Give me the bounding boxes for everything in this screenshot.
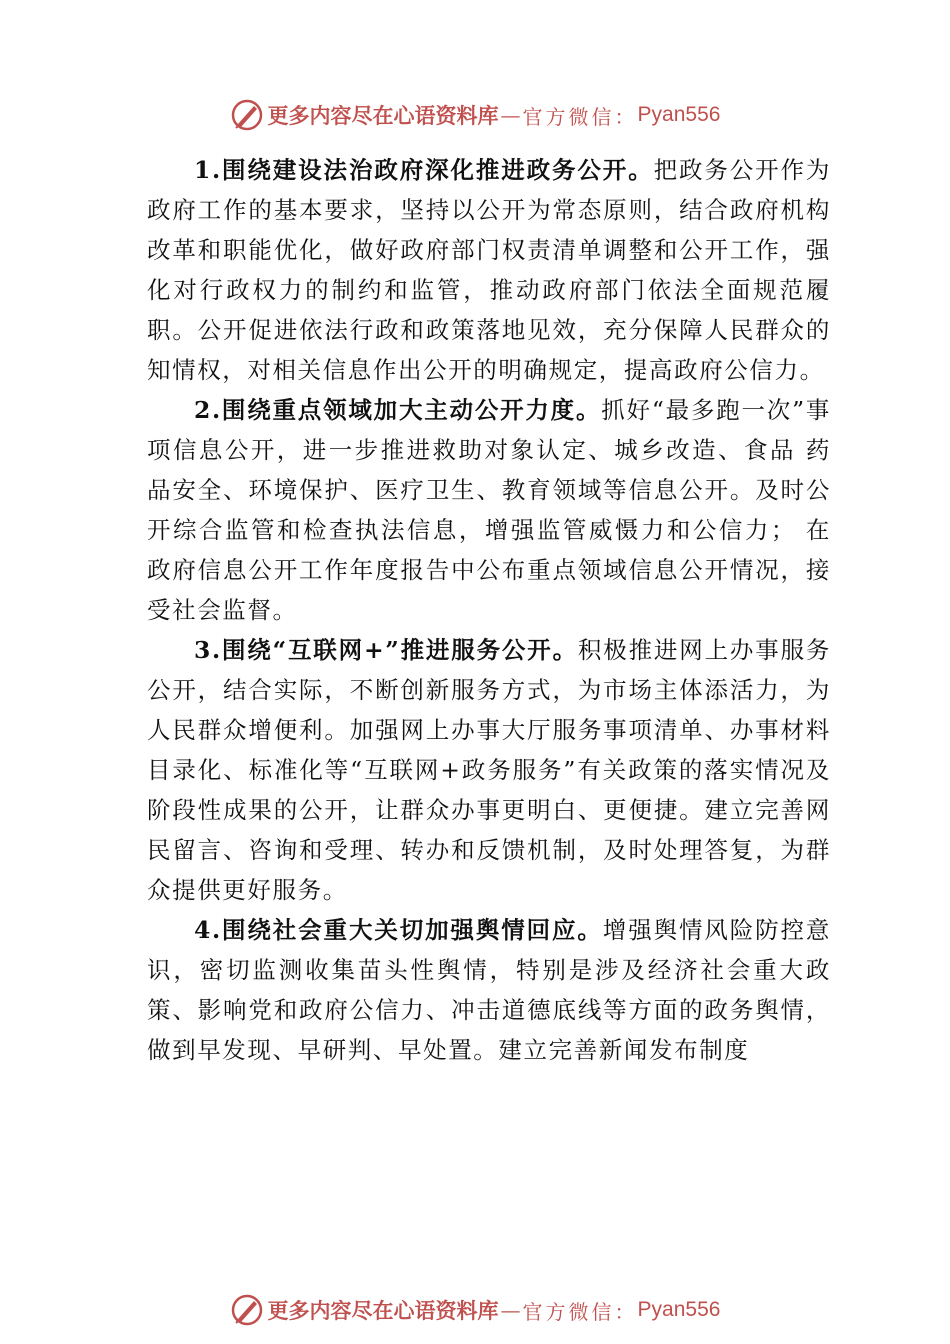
paragraph-3-text: 积极推进网上办事服务公开，结合实际，不断创新服务方式，为市场主体添活力，为人民群众增便利。加强网上办事大厅服务事项清单、办事材料目录化、标准化等“互联网+政务服务”有关政策的落实情况及阶段性成果的公开，让群众办事更明白、更便捷。建立完善网民留言、咨询和受理、转办和反馈机制，及时处理答复，为群众提供更好服务。 [147,636,831,904]
paragraph-1 [147,150,831,390]
paragraph-2 [147,390,831,630]
pen-seal-logo-icon [230,98,264,132]
paragraph-3-heading: 3.围绕“互联网+”推进服务公开。 [194,636,578,664]
pen-seal-logo-icon [230,1293,264,1327]
banner-official-label: 官方微信： [522,104,638,129]
paragraph-3 [147,630,831,910]
banner-text: 更多内容尽在心语资料库 [267,103,499,128]
header-watermark-banner [0,95,950,135]
paragraph-2-heading: 2.围绕重点领域加大主动公开力度。 [194,396,602,424]
paragraph-4-text: 增强舆情风险防控意识，密切监测收集苗头性舆情，特别是涉及经济社会重大政策、影响党和政府公信力、冲击道德底线等方面的政务舆情，做到早发现、早研判、早处置。建立完善新闻发布制度 [147,916,831,1064]
banner-wechat-id: Pyan556 [637,1298,721,1321]
banner-dash: — [500,1298,521,1322]
banner-dash: — [500,103,521,127]
paragraph-4-heading: 4.围绕社会重大关切加强舆情回应。 [194,916,603,944]
paragraph-4 [147,910,831,1070]
banner-text: 更多内容尽在心语资料库 [267,1298,499,1323]
document-body [147,150,831,1070]
banner-official-label: 官方微信： [522,1299,638,1324]
footer-watermark-banner [0,1290,950,1330]
paragraph-1-heading: 1.围绕建设法治政府深化推进政务公开。 [194,156,654,184]
paragraph-2-text: 抓好“最多跑一次”事项信息公开，进一步推进救助对象认定、城乡改造、食品 药品安全、环境保护、医疗卫生、教育领域等信息公开。及时公开综合监管和检查执法信息，增强监管威慑力和公信力； 在政府信息公开工作年度报告中公布重点领域信息公开情况，接受社会监督。 [147,396,831,624]
banner-wechat-id: Pyan556 [637,103,721,126]
paragraph-1-text: 把政务公开作为政府工作的基本要求，坚持以公开为常态原则，结合政府机构改革和职能优化，做好政府部门权责清单调整和公开工作，强化对行政权力的制约和监管，推动政府部门依法全面规范履职。公开促进依法行政和政策落地见效，充分保障人民群众的知情权，对相关信息作出公开的明确规定，提高政府公信力。 [147,156,831,384]
